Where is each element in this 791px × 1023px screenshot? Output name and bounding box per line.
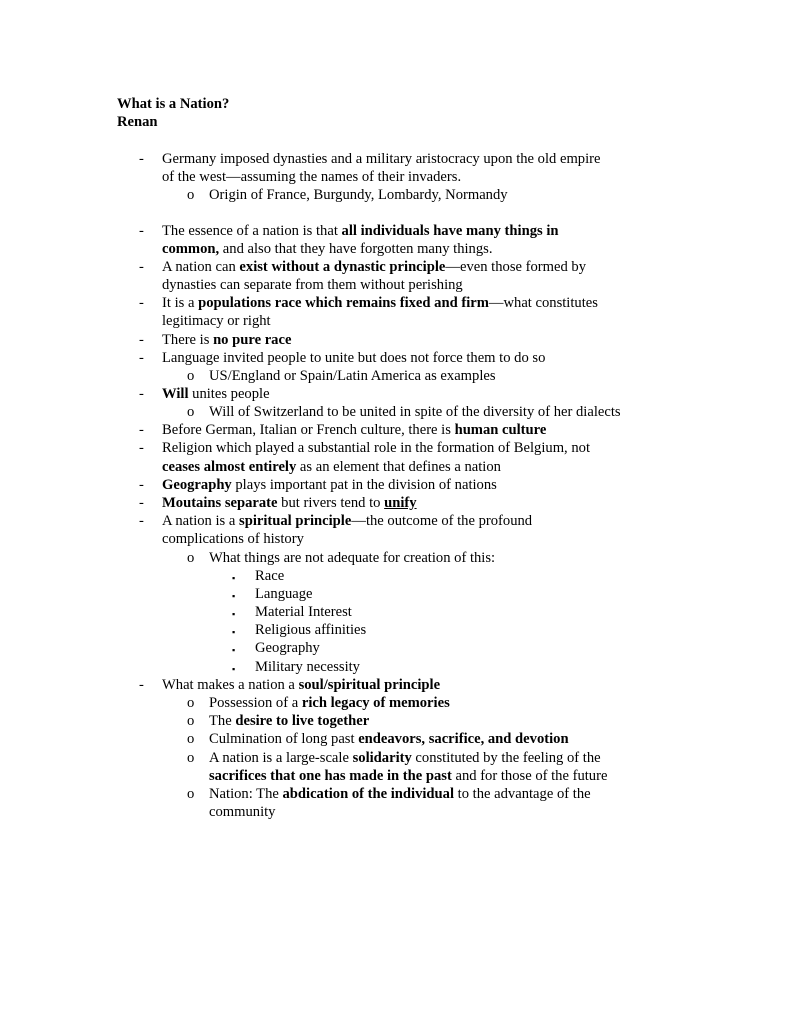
emphasis-text: Moutains separate: [162, 495, 278, 511]
dash-bullet-icon: -: [139, 259, 144, 275]
note-text: constituted by the feeling of the: [411, 750, 601, 766]
note-line: [162, 150, 601, 168]
note-text: Culmination of long past: [209, 731, 359, 747]
circle-bullet-icon: o: [187, 187, 195, 203]
note-text: Material Interest: [255, 604, 352, 620]
square-bullet-icon: ▪: [232, 573, 236, 583]
note-line: [162, 240, 492, 258]
circle-bullet-icon: o: [187, 731, 195, 747]
emphasis-text: common,: [162, 241, 220, 257]
emphasis-text: Will: [162, 386, 189, 402]
note-text: Before German, Italian or French culture, there is: [162, 422, 455, 438]
dash-bullet-icon: -: [139, 477, 144, 493]
note-text: and for those of the future: [451, 768, 608, 784]
note-text: Language: [255, 586, 313, 602]
note-text: legitimacy or right: [162, 313, 271, 329]
note-line: [209, 767, 607, 785]
dash-bullet-icon: -: [139, 295, 144, 311]
square-bullet-icon: ▪: [232, 645, 236, 655]
note-line: [162, 439, 590, 457]
note-line: [209, 403, 621, 421]
note-text: A nation can: [162, 259, 240, 275]
note-text: There is: [162, 332, 214, 348]
note-text: —what constitutes: [488, 295, 598, 311]
square-bullet-icon: ▪: [232, 609, 236, 619]
note-line: [162, 312, 271, 330]
note-text: —the outcome of the profound: [351, 513, 533, 529]
note-text: as an element that defines a nation: [296, 459, 501, 475]
dash-bullet-icon: -: [139, 495, 144, 511]
emphasis-text: spiritual principle: [239, 513, 352, 529]
square-bullet-icon: ▪: [232, 664, 236, 674]
circle-bullet-icon: o: [187, 713, 195, 729]
circle-bullet-icon: o: [187, 750, 195, 766]
note-line: [162, 476, 497, 494]
dash-bullet-icon: -: [139, 151, 144, 167]
note-text: A nation is a large-scale: [209, 750, 353, 766]
emphasis-text: rich legacy of memories: [301, 695, 450, 711]
emphasis-text: no pure race: [213, 332, 292, 348]
dash-bullet-icon: -: [139, 440, 144, 456]
note-text: Germany imposed dynasties and a military aristocracy upon the old empire: [162, 151, 601, 167]
note-text: US/England or Spain/Latin America as examples: [209, 368, 496, 384]
document-author: Renan: [117, 114, 158, 130]
note-text: Military necessity: [255, 659, 360, 675]
note-text: plays important pat in the division of nations: [231, 477, 497, 493]
note-text: and also that they have forgotten many things.: [219, 241, 493, 257]
dash-bullet-icon: -: [139, 350, 144, 366]
note-line: [209, 186, 508, 204]
emphasis-text: populations race which remains fixed and firm: [198, 295, 489, 311]
dash-bullet-icon: -: [139, 677, 144, 693]
note-text: —even those formed by: [445, 259, 587, 275]
dash-bullet-icon: -: [139, 422, 144, 438]
note-text: Religious affinities: [255, 622, 367, 638]
note-line: [162, 512, 532, 530]
note-line: [162, 676, 440, 694]
note-line: [209, 549, 495, 567]
emphasis-text: unify: [384, 495, 417, 511]
note-text: It is a: [162, 295, 199, 311]
note-line: [209, 712, 369, 730]
note-line: [255, 603, 352, 621]
emphasis-text: sacrifices that one has made in the past: [209, 768, 452, 784]
circle-bullet-icon: o: [187, 695, 195, 711]
note-text: The essence of a nation is that: [162, 223, 342, 239]
note-text: complications of history: [162, 531, 304, 547]
note-text: but rivers tend to: [277, 495, 385, 511]
note-line: [162, 258, 586, 276]
note-text: of the west—assuming the names of their invaders.: [162, 169, 462, 185]
dash-bullet-icon: -: [139, 386, 144, 402]
note-text: Geography: [255, 640, 320, 656]
note-line: [255, 658, 360, 676]
note-text: Origin of France, Burgundy, Lombardy, Normandy: [209, 187, 508, 203]
note-line: [162, 222, 559, 240]
note-line: [209, 694, 450, 712]
note-line: [162, 421, 546, 439]
note-text: Race: [255, 568, 285, 584]
note-line: [162, 530, 304, 548]
note-text: What makes a nation a: [162, 677, 299, 693]
note-text: What things are not adequate for creation of this:: [209, 550, 496, 566]
emphasis-text: all individuals have many things in: [341, 223, 559, 239]
note-line: [209, 367, 496, 385]
emphasis-text: abdication of the individual: [282, 786, 455, 802]
note-line: [209, 803, 275, 821]
note-line: [209, 749, 601, 767]
note-text: A nation is a: [162, 513, 240, 529]
note-text: Nation: The: [209, 786, 283, 802]
note-text: community: [209, 804, 276, 820]
document-title: What is a Nation?: [117, 96, 230, 112]
note-text: to the advantage of the: [454, 786, 591, 802]
emphasis-text: desire to live together: [235, 713, 370, 729]
note-line: [162, 494, 417, 512]
note-line: [162, 458, 501, 476]
note-line: [162, 276, 463, 294]
circle-bullet-icon: o: [187, 550, 195, 566]
note-line: [255, 639, 320, 657]
note-text: Language invited people to unite but does not force them to do so: [162, 350, 546, 366]
note-text: The: [209, 713, 236, 729]
emphasis-text: Geography: [162, 477, 232, 493]
emphasis-text: ceases almost entirely: [162, 459, 297, 475]
circle-bullet-icon: o: [187, 786, 195, 802]
note-line: [255, 567, 284, 585]
note-text: unites people: [188, 386, 270, 402]
emphasis-text: human culture: [454, 422, 547, 438]
note-line: [255, 585, 313, 603]
dash-bullet-icon: -: [139, 332, 144, 348]
note-text: Possession of a: [209, 695, 302, 711]
note-line: [162, 331, 291, 349]
square-bullet-icon: ▪: [232, 591, 236, 601]
circle-bullet-icon: o: [187, 368, 195, 384]
emphasis-text: soul/spiritual principle: [298, 677, 441, 693]
dash-bullet-icon: -: [139, 513, 144, 529]
dash-bullet-icon: -: [139, 223, 144, 239]
emphasis-text: exist without a dynastic principle: [239, 259, 446, 275]
square-bullet-icon: ▪: [232, 627, 236, 637]
note-line: [162, 385, 270, 403]
note-text: dynasties can separate from them without perishing: [162, 277, 463, 293]
note-line: [209, 785, 591, 803]
note-line: [162, 168, 461, 186]
note-line: [209, 730, 569, 748]
note-text: Will of Switzerland to be united in spite of the diversity of her dialects: [209, 404, 621, 420]
note-line: [255, 621, 366, 639]
note-line: [162, 349, 545, 367]
emphasis-text: endeavors, sacrifice, and devotion: [358, 731, 569, 747]
circle-bullet-icon: o: [187, 404, 195, 420]
emphasis-text: solidarity: [352, 750, 412, 766]
note-line: [162, 294, 598, 312]
note-text: Religion which played a substantial role in the formation of Belgium, not: [162, 440, 591, 456]
